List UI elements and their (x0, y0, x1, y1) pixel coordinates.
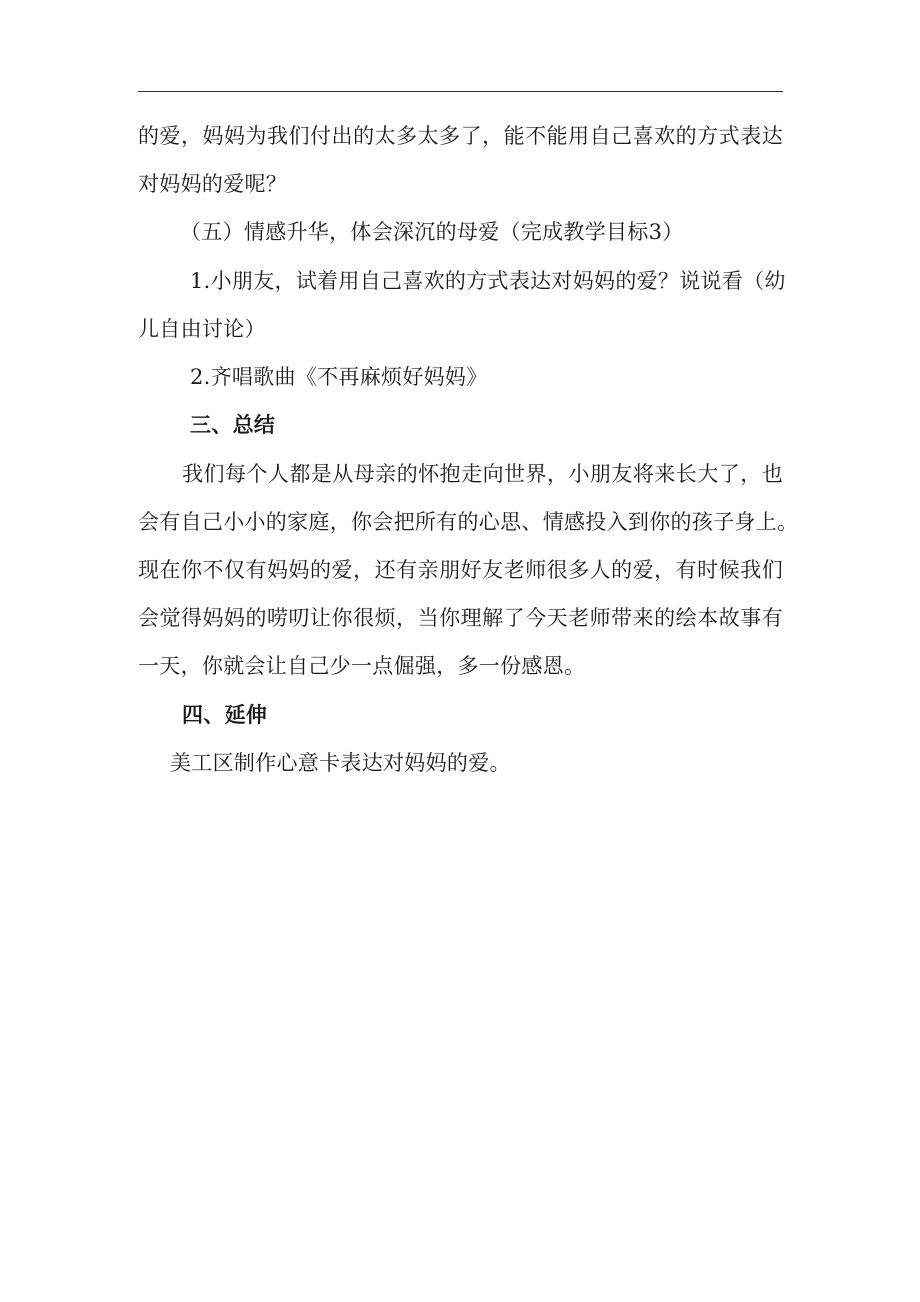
heading-summary: 三、总结 (190, 412, 276, 437)
intro-line-2: 对妈妈的爱呢？ (138, 172, 288, 196)
summary-line-1: 我们每个人都是从母亲的怀抱走向世界，小朋友将来长大了，也 (182, 462, 783, 486)
intro-line-1: 的爱，妈妈为我们付出的太多太多了，能不能用自己喜欢的方式表达 (138, 124, 783, 148)
extension-text: 美工区制作心意卡表达对妈妈的爱。 (170, 751, 511, 775)
summary-line-4: 会觉得妈妈的唠叨让你很烦，当你理解了今天老师带来的绘本故事有 (138, 606, 783, 630)
summary-line-5: 一天，你就会让自己少一点倔强，多一份感恩。 (138, 654, 586, 678)
summary-line-3: 现在你不仅有妈妈的爱，还有亲朋好友老师很多人的爱，有时候我们 (138, 558, 783, 582)
item-1-line-2: 儿自由讨论） (138, 317, 266, 341)
item-1-line-1: 1.小朋友，试着用自己喜欢的方式表达对妈妈的爱？说说看（幼 (190, 269, 786, 293)
item-2: 2.齐唱歌曲《不再麻烦好妈妈》 (190, 365, 488, 389)
section-5-title: （五）情感升华，体会深沉的母爱（完成教学目标3） (180, 220, 684, 244)
header-rule (138, 91, 783, 92)
heading-extension: 四、延伸 (182, 702, 268, 727)
summary-line-2: 会有自己小小的家庭，你会把所有的心思、情感投入到你的孩子身上。 (138, 510, 799, 534)
